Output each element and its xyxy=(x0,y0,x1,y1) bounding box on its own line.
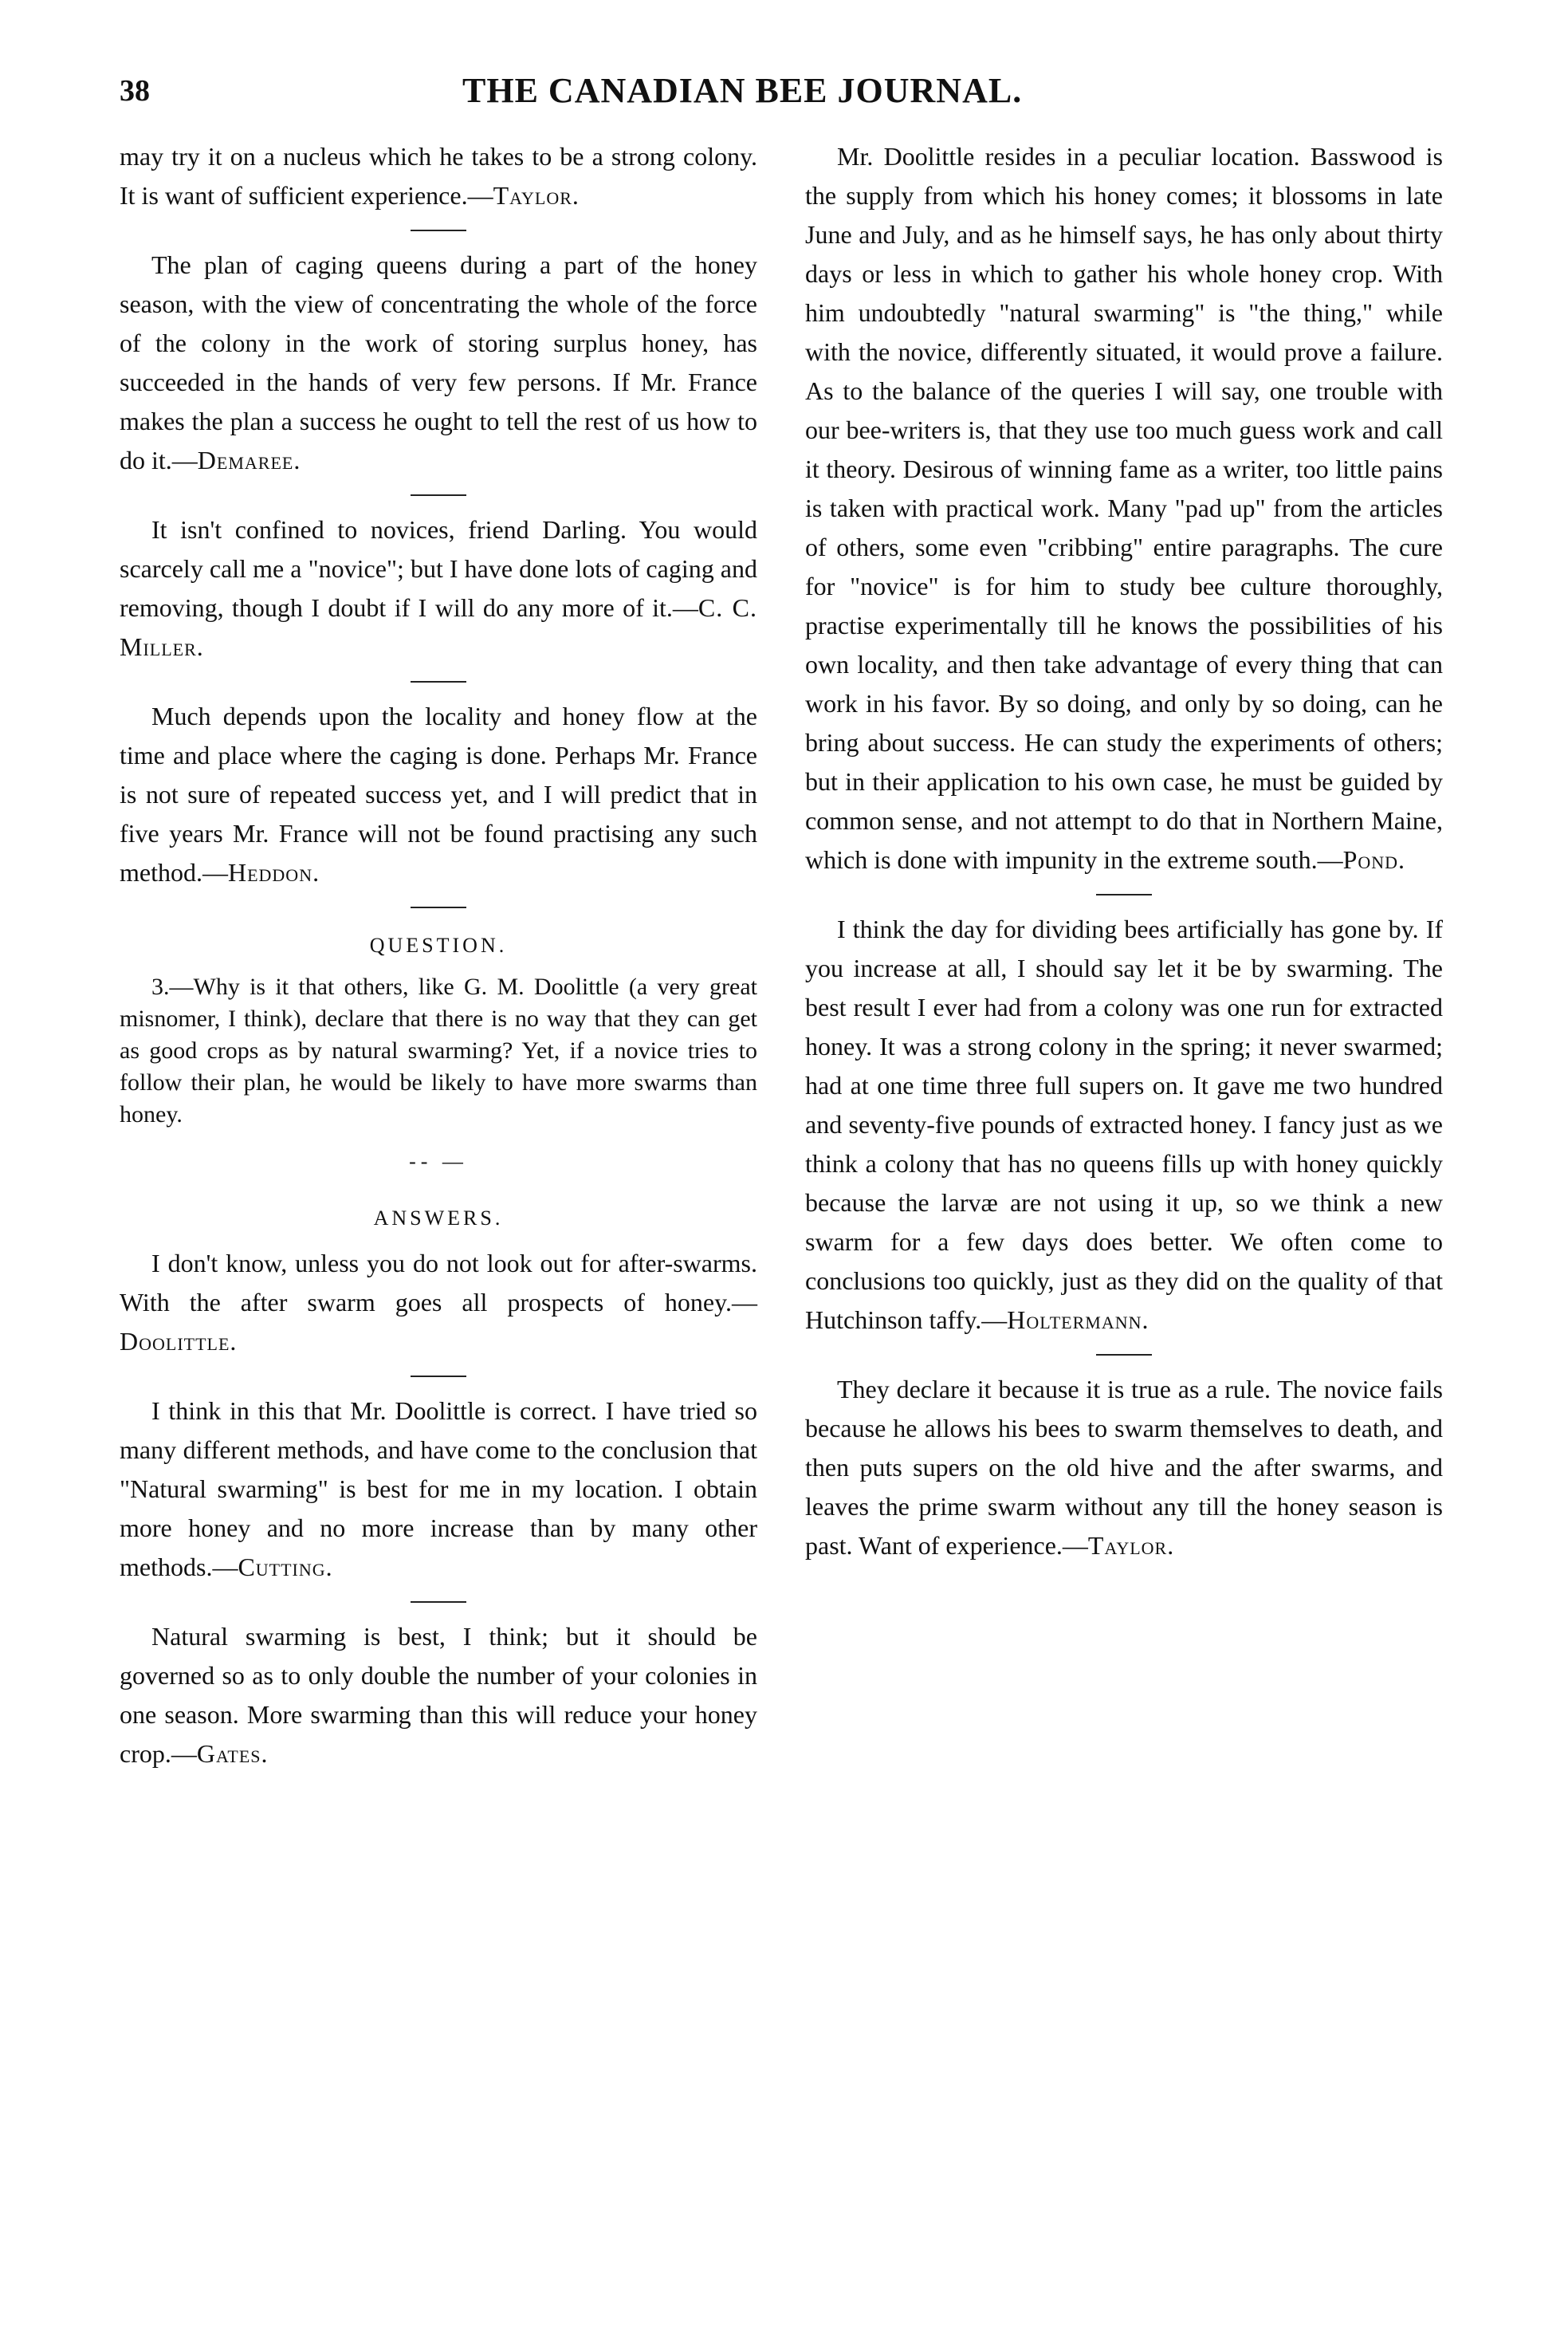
answer-paragraph xyxy=(120,137,757,215)
answer-text: I think in this that Mr. Doolittle is correct. I have tried so many different methods, and have come to the conclusion that "Natural swarming" is best for me in my location. I obtain more honey and no more increase than by many other methods.— xyxy=(120,1396,757,1581)
answer-text: I think the day for dividing bees artificially has gone by. If you increase at all, I should say let it be by swarming. The best result I ever had from a colony was one run for extracted honey. It was a strong colony in the spring; it never swarmed; had at one time three full supers on. It gave me two hundred and seventy-five pounds of extracted honey. I fancy just as we think a colony that has no queens fills up with honey quickly because the larvæ are not using it up, so we think a new swarm for a few days does better. We often come to conclusions too quickly, just as they did on the quality of that Hutchinson taffy.— xyxy=(805,915,1443,1334)
author-signature: Cutting. xyxy=(238,1553,333,1581)
answer-text: The plan of caging queens during a part of the honey season, with the view of concentrating the whole of the force of the colony in the work of storing surplus honey, has succeeded in the hands of very few persons. If Mr. France makes the plan a success he ought to tell the rest of us how to do it.— xyxy=(120,250,757,474)
answer-paragraph xyxy=(805,910,1443,1340)
author-signature: Demaree. xyxy=(197,446,301,474)
divider-rule xyxy=(411,230,466,231)
page-number: 38 xyxy=(120,74,150,108)
answer-paragraph xyxy=(120,510,757,667)
answer-text: Mr. Doolittle resides in a peculiar location. Basswood is the supply from which his honey comes; it blossoms in late June and July, and as he himself says, he has only about thirty days or less in which to gather his whole honey crop. With him undoubtedly "natural swarming" is "the thing," while with the novice, differently situated, it would prove a failure. As to the balance of the queries I will say, one trouble with our bee-writers is, that they use too much guess work and call it theory. Desirous of winning fame as a writer, too little pains is taken with practical work. Many "pad up" from the articles of others, some even "cribbing" entire paragraphs. The cure for "novice" is for him to study bee culture thoroughly, practise experimentally till he knows the possibilities of his own locality, and then take advantage of every thing that can work in his favor. By so doing, and only by so doing, can he bring about success. He can study the experiments of others; but in their application to his own case, he must be guided by common sense, and not attempt to do that in Northern Maine, which is done with impunity in the extreme south.— xyxy=(805,142,1443,874)
divider-rule xyxy=(411,907,466,908)
divider-rule xyxy=(1096,1354,1152,1356)
author-signature: Pond. xyxy=(1342,845,1406,874)
answer-paragraph xyxy=(120,246,757,480)
author-signature: C. C. Miller. xyxy=(120,593,758,661)
author-signature: Holtermann. xyxy=(1007,1305,1149,1334)
answers-heading: ANSWERS. xyxy=(373,1206,504,1230)
answer-paragraph xyxy=(120,1617,757,1773)
answer-text: Natural swarming is best, I think; but it should be governed so as to only double the number of your colonies in one season. More swarming than this will reduce your honey crop.— xyxy=(120,1622,757,1768)
answer-paragraph xyxy=(805,137,1443,880)
divider-rule xyxy=(411,494,466,496)
answer-text: It isn't confined to novices, friend Darling. You would scarcely call me a "novice"; but I have done lots of caging and removing, though I doubt if I will do any more of it.— xyxy=(120,515,757,622)
divider-rule xyxy=(411,1376,466,1377)
divider-rule xyxy=(411,1601,466,1603)
journal-title: THE CANADIAN BEE JOURNAL. xyxy=(462,71,1023,110)
answer-paragraph xyxy=(805,1370,1443,1565)
answer-paragraph xyxy=(120,1244,757,1361)
author-signature: Gates. xyxy=(196,1739,269,1768)
divider-rule xyxy=(411,681,466,683)
answer-text: They declare it because it is true as a rule. The novice fails because he allows his bees to swarm themselves to death, and then puts supers on the old hive and the after swarms, and leaves the prime swarm without any till the honey season is past. Want of experience.— xyxy=(805,1375,1443,1560)
answer-text: may try it on a nucleus which he takes to be a strong colony. It is want of sufficient experience.— xyxy=(120,142,757,210)
page-header xyxy=(0,65,1568,129)
answer-text: Much depends upon the locality and honey flow at the time and place where the caging is done. Perhaps Mr. France is not sure of repeated success yet, and I will predict that in five years Mr. France will not be found practising any such method.— xyxy=(120,702,757,887)
left-column xyxy=(120,137,757,1773)
question-text: 3.—Why is it that others, like G. M. Doolittle (a very great misnomer, I think), declare that there is no way that they can get as good crops as by natural swarming? Yet, if a novice tries to follow their plan, he would be likely to have more swarms than honey. xyxy=(120,974,757,1128)
author-signature: Taylor. xyxy=(1087,1531,1175,1560)
section-dashes: -- — xyxy=(409,1150,468,1173)
divider-rule xyxy=(1096,894,1152,895)
answer-paragraph xyxy=(120,1391,757,1587)
author-signature: Heddon. xyxy=(227,858,320,887)
answer-paragraph xyxy=(120,697,757,892)
answer-text: I don't know, unless you do not look out for after-swarms. With the after swarm goes all prospects of honey.— xyxy=(120,1249,757,1317)
right-column xyxy=(805,137,1443,1565)
author-signature: Taylor. xyxy=(493,181,580,210)
author-signature: Doolittle. xyxy=(120,1327,238,1356)
question-heading: QUESTION. xyxy=(369,934,508,957)
